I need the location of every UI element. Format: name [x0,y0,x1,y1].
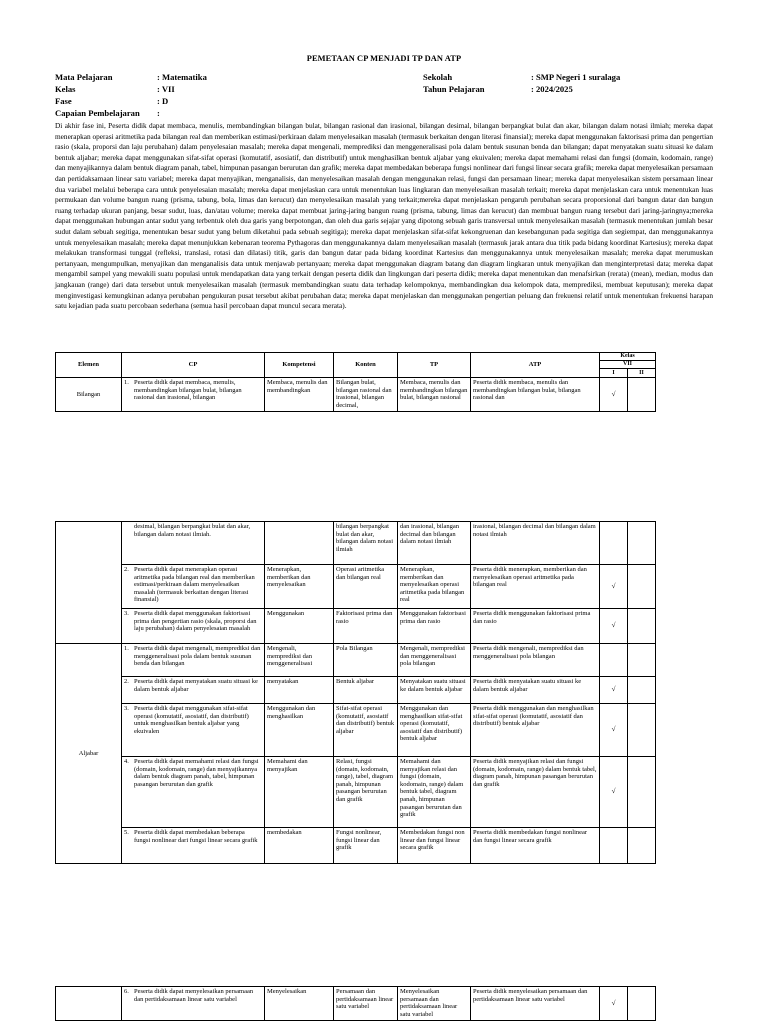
cp-text: Peserta didik dapat menerapkan operasi aritmetika pada bilangan real dan memberikan estimasi/perkiraan dalam menyelesaikan masalah (termasuk berkaitan dengan literasi finansial) [134,566,255,604]
fase-label: Fase [55,96,72,106]
kompetensi-cell: Membaca, menulis dan membandingkan [265,378,334,412]
elemen-aljabar-cont [56,987,122,1021]
konten-cell: Sifat-sifat operasi (komutatif, asosiatif dan distributif) bentuk aljabar [334,704,398,757]
tp-cell: Mengenali, memprediksi dan menggeneralisasi pola bilangan [398,644,471,677]
header-kelas-label: Kelas [620,353,635,359]
mapping-table-3 [55,986,656,1021]
tp-cell: Membedakan fungsi non linear dan fungsi linear secara grafik [398,828,471,864]
check-semester-2 [628,609,656,644]
konten-cell: Pola Bilangan [334,644,398,677]
konten-cell: Bilangan bulat, bilangan rasional dan irasional, bilangan decimal, [334,378,398,412]
sekolah-value: : SMP Negeri 1 suralaga [531,72,621,82]
tp-cell: Memahami dan menyajikan relasi dan fungsi (domain, kodomain, range) dalam bentuk tabel, diagram panah, himpunan pasangan berurutan dan grafik [398,757,471,828]
row-number: 2. [124,678,129,685]
check-semester-1: √ [600,757,628,828]
check-semester-1: √ [600,378,628,412]
sekolah-label: Sekolah [423,72,453,82]
check-semester-1: √ [600,565,628,609]
header-semester-1: I [600,369,628,378]
header-semester-2: II [628,369,656,378]
cp-text: Peserta didik dapat menyatakan suatu situasi ke dalam bentuk aljabar [134,678,258,693]
cp-cell [122,987,265,1021]
header-kelas [600,353,656,369]
kompetensi-cell: Menggunakan dan menghasilkan [265,704,334,757]
cp-label: Capaian Pembelajaran [55,108,140,118]
tp-cell: Menyelesaikan persamaan dan pertidaksamaan linear satu variabel [398,987,471,1021]
check-semester-1: √ [600,677,628,704]
elemen-bilangan: Bilangan [56,378,122,412]
row-number: 3. [124,610,129,617]
kompetensi-cell: menyatakan [265,677,334,704]
tp-cell: dan irasional, bilangan decimal dan bilangan dalam notasi ilmiah [398,522,471,565]
konten-cell: Bentuk aljabar [334,677,398,704]
kompetensi-cell: Menyelesaikan [265,987,334,1021]
mapping-table-2 [55,521,656,864]
mapping-table-1 [55,352,656,412]
check-semester-1: √ [600,987,628,1021]
konten-cell: Relasi, fungsi (domain, kodomain, range), tabel, diagram panah, himpunan pasangan berurutan dan grafik [334,757,398,828]
cp-cell [122,828,265,864]
tahun-label: Tahun Pelajaran [423,84,485,94]
tp-cell: Menyatakan suatu situasi ke dalam bentuk aljabar [398,677,471,704]
atp-cell: Peserta didik menerapkan, memberikan dan menyelesaikan operasi aritmetika pada bilangan real [471,565,600,609]
check-semester-2 [628,378,656,412]
atp-cell: Peserta didik menyelesaikan persamaan dan pertidaksamaan linear satu variabel [471,987,600,1021]
check-semester-2 [628,828,656,864]
header-cp: CP [122,353,265,378]
mapel-label: Mata Pelajaran [55,72,113,82]
check-semester-2 [628,522,656,565]
cp-text: Peserta didik dapat membedakan beberapa fungsi nonlinear dari fungsi linear secara grafik [134,829,258,844]
atp-cell: Peserta didik menyajikan relasi dan fungsi (domain, kodomain, range) dalam bentuk tabel, diagram panah, himpunan pasangan berurutan dan grafik [471,757,600,828]
header-elemen: Elemen [56,353,122,378]
tp-cell: Menerapkan, memberikan dan menyelesaikan operasi aritmetika pada bilangan real [398,565,471,609]
atp-cell: Peserta didik menggunakan dan menghasilkan sifat-sifat operasi (komutatif, asosiatif dan distributif) bentuk aljabar [471,704,600,757]
row-number: 1. [124,379,129,386]
konten-cell: Persamaan dan pertidaksamaan linear satu variabel [334,987,398,1021]
header-atp: ATP [471,353,600,378]
check-semester-1 [600,828,628,864]
cp-text: Peserta didik dapat membaca, menulis, membandingkan bilangan bulat, bilangan rasional dan irasional, bilangan [134,379,242,402]
kompetensi-cell: Mengenali, memprediksi dan menggeneralisasi [265,644,334,677]
tp-cell: Menggunakan dan menghasilkan sifat-sifat operasi (komutatif, asosiatif dan distributif) bentuk aljabar [398,704,471,757]
cp-cell [122,609,265,644]
cp-value: : [157,108,160,118]
cp-text: desimal, bilangan berpangkat bulat dan akar, bilangan dalam notasi ilmiah. [134,523,251,538]
row-number: 5. [124,829,129,836]
check-semester-2 [628,644,656,677]
row-number: 3. [124,705,129,712]
cp-paragraph: Di akhir fase ini, Peserta didik dapat membaca, menulis, membandingkan bilangan bulat, bilangan rasional dan irasional, bilangan desimal, bilangan berpangkat bulat dan akar, bilangan dalam notasi ilmiah; mereka dapat menerapkan operasi aritmetika pada bilangan real dan memberikan estimasi/perkiraan dalam menyelesaikan masalah (termasuk berkaitan dengan literasi finansial); mereka dapat menggunakan faktorisasi prima dan pengertian rasio (skala, proporsi dan laju perubahan) dalam penyelesaian masalah; mereka dapat mengenali, memprediksi dan menggeneralisasi pola dalam bentuk susunan benda dan bilangan; dapat menyatakan suatu situasi ke dalam bentuk aljabar; mereka dapat menggunakan sifat-sifat operasi (komutatif, asosiatif, dan distributif) untuk menghasilkan bentuk aljabar yang ekuivalen; mereka dapat memahami relasi dan fungsi (domain, kodomain, range) dan menyajikannya dalam bentuk diagram panah, tabel, himpunan pasangan berurutan dan grafik; mereka dapat membedakan beberapa fungsi nonlinear dari fungsi linear secara grafik; mereka dapat menyelesaikan persamaan dan pertidaksamaan linear satu variabel; mereka dapat menyajikan, menganalisis, dan menyelesaikan masalah dengan menggunakan relasi, fungsi dan persamaan linear; mereka dapat menyelesaikan sistem persamaan linear dua variabel melalui beberapa cara untuk penyelesaian masalah; mereka dapat menjelaskan cara untuk menentukan luas lingkaran dan menyelesaikan masalah terkait; mereka dapat menjelaskan cara untuk menentukan luas permukaan dan volume bangun ruang (prisma, tabung, bola, limas dan kerucut) dan menyelesaikan masalah yang terkait;mereka dapat menjelaskan pengaruh perubahan secara proporsional dari bangun datar dan bangun ruang terhadap ukuran panjang, besar sudut, luas, dan/atau volume; mereka dapat membuat jaring-jaring bangun ruang (prisma, tabung, limas dan kerucut) dan membuat bangun ruang tersebut dari jaring-jaringnya;mereka dapat menggunakan hubungan antar sudut yang terbentuk oleh dua garis yang berpotongan, dan oleh dua garis sejajar yang dipotong sebuah garis transversal untuk menyelesaikan masalah (termasuk menentukan jumlah besar sudut dalam sebuah segitiga, menentukan besar sudut yang belum diketahui pada sebuah segitiga); mereka dapat menjelaskan sifat-sifat kekongruenan dan kesebangunan pada segitiga dan segiempat, dan menggunakannya untuk menyelesaikan masalah; mereka dapat menunjukkan kebenaran teorema Pythagoras dan menggunakannya dalam menyelesaikan masalah (termasuk jarak antara dua titik pada bidang koordinat Kartesius); mereka dapat melakukan transformasi tunggal (refleksi, translasi, rotasi dan dilatasi) titik, garis dan bangun datar pada bidang koordinat Kartesius dan menggunakannya untuk menyelesaikan masalah; mereka dapat merumuskan pertanyaan, mengumpulkan, menyajikan dan menganalisis data untuk menjawab pertanyaan; mereka dapat menggunakan diagram batang dan diagram lingkaran untuk menyajikan dan menginterpretasi data; mereka dapat mengambil sampel yang mewakili suatu populasi untuk mendapatkan data yang terkait dengan peserta didik dan lingkungan dari peserta didik; mereka dapat menentukan dan menafsirkan (rerata) (mean), median, modus dan jangkauan (range) dari data tersebut untuk menyelesaikan masalah (termasuk membandingkan suatu data terhadap kelompoknya, membandingkan dua kelompok data, memprediksi, membuat keputusan); mereka dapat menginvestigasi kemungkinan adanya perubahan pengukuran pusat tersebut akibat perubahan data; mereka dapat menjelaskan dan menggunakan pengertian peluang dan frekuensi relatif untuk menentukan frekuensi harapan satu kejadian pada suatu percobaan sederhana (semua hasil percobaan dapat muncul secara merata). [55,121,713,311]
cp-cell [122,644,265,677]
tahun-value: : 2024/2025 [531,84,573,94]
atp-cell: Peserta didik menggunakan faktorisasi prima dan rasio [471,609,600,644]
check-semester-2 [628,757,656,828]
kelas-label: Kelas [55,84,76,94]
check-semester-2 [628,677,656,704]
tp-cell: Menggunakan faktorisasi prima dan rasio [398,609,471,644]
check-semester-2 [628,565,656,609]
elemen-aljabar: Aljabar [56,644,122,864]
elemen-bilangan-cont [56,522,122,644]
konten-cell: Fungsi nonlinear, fungsi linear dan grafik [334,828,398,864]
kelas-value: : VII [157,84,175,94]
atp-cell: Peserta didik mengenali, memprediksi dan menggeneralisasi pola bilangan [471,644,600,677]
header-kelas-vii: VII [600,360,655,368]
check-semester-2 [628,987,656,1021]
cp-text: Peserta didik dapat mengenali, memprediksi dan menggeneralisasi pola dalam bentuk susunan benda dan bilangan [134,645,261,668]
kompetensi-cell [265,522,334,565]
konten-cell: bilangan berpangkat bulat dan akar, bilangan dalam notasi ilmiah [334,522,398,565]
cp-cell [122,677,265,704]
check-semester-1: √ [600,704,628,757]
cp-cell [122,757,265,828]
check-semester-2 [628,704,656,757]
atp-cell: Peserta didik menyatakan suatu situasi ke dalam bentuk aljabar [471,677,600,704]
document-title: PEMETAAN CP MENJADI TP DAN ATP [306,54,462,63]
row-number: 2. [124,566,129,573]
fase-value: : D [157,96,169,106]
row-number: 4. [124,758,129,765]
mapel-value: : Matematika [157,72,207,82]
cp-text: Peserta didik dapat menyelesaikan persamaan dan pertidaksamaan linear satu variabel [134,988,254,1003]
row-number: 6. [124,988,129,995]
kompetensi-cell: membedakan [265,828,334,864]
check-semester-1 [600,644,628,677]
cp-cell [122,522,265,565]
header-konten: Konten [334,353,398,378]
cp-text: Peserta didik dapat menggunakan faktorisasi prima dan pengertian rasio (skala, proporsi dan laju perubahan) dalam penyelesaian masalah [134,610,257,633]
atp-cell: Peserta didik membaca, menulis dan membandingkan bilangan bulat, bilangan rasional dan [471,378,600,412]
cp-cell [122,378,265,412]
cp-cell [122,704,265,757]
header-kompetensi: Kompetensi [265,353,334,378]
header-tp: TP [398,353,471,378]
atp-cell: Peserta didik membedakan fungsi nonlinear dan fungsi linear secara grafik [471,828,600,864]
check-semester-1: √ [600,609,628,644]
kompetensi-cell: Menggunakan [265,609,334,644]
konten-cell: Operasi aritmetika dan bilangan real [334,565,398,609]
tp-cell: Membaca, menulis dan membandingkan bilangan bulat, bilangan rasional [398,378,471,412]
cp-text: Peserta didik dapat menggunakan sifat-sifat operasi (komutatif, asosiatif, dan distributif) untuk menghasilkan bentuk aljabar yang ekuivalen [134,705,249,735]
cp-text: Peserta didik dapat memahami relasi dan fungsi (domain, kodomain, range) dan menyajikannya dalam bentuk diagram panah, tabel, himpunan pasangan berurutan dan grafik [134,758,259,788]
check-semester-1 [600,522,628,565]
kompetensi-cell: Memahami dan menyajikan [265,757,334,828]
cp-cell [122,565,265,609]
row-number: 1. [124,645,129,652]
konten-cell: Faktorisasi prima dan rasio [334,609,398,644]
atp-cell: irasional, bilangan decimal dan bilangan dalam notasi ilmiah [471,522,600,565]
kompetensi-cell: Menerapkan, memberikan dan menyelesaikan [265,565,334,609]
